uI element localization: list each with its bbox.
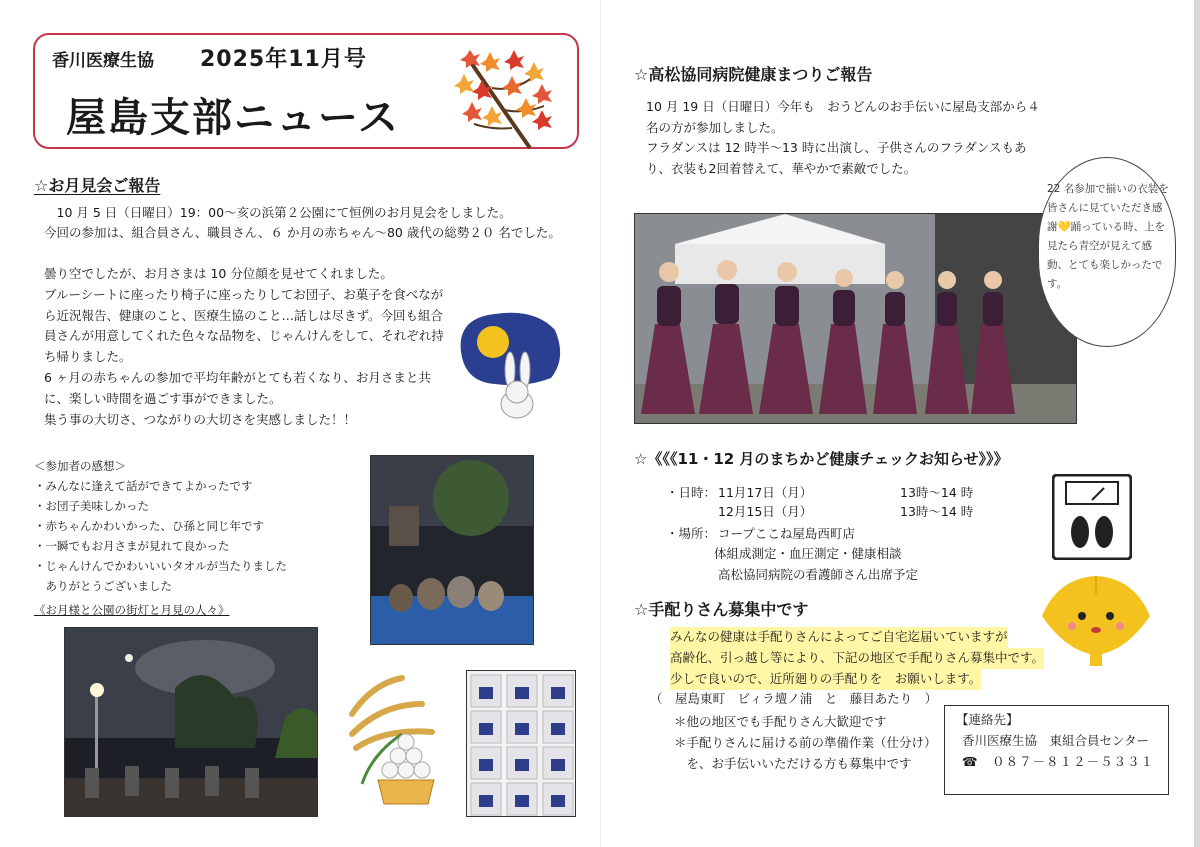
photo-hula-dance <box>634 213 1077 424</box>
masthead-title: 屋島支部ニュース <box>66 95 400 141</box>
impressions-heading: ＜参加者の感想＞ <box>34 459 126 473</box>
scale-icon <box>1052 474 1132 560</box>
check-heading: ☆《《《11・12 月のまちかど健康チェックお知らせ》》》 <box>634 450 1009 468</box>
masthead-org: 香川医療生協 <box>52 51 154 71</box>
contact-org: 香川医療生協 東組合員センター <box>962 733 1150 748</box>
moon-rabbit-illustration <box>455 308 565 420</box>
check-date-label: ・日時： <box>666 485 717 500</box>
check-time-2: 13時～14 時 <box>900 504 974 519</box>
masthead-issue: 2025年11月号 <box>200 47 367 72</box>
ginkgo-mascot-illustration <box>1038 572 1156 668</box>
tehai-note-2: ＊手配りさんに届ける前の準備作業（仕分け） <box>674 735 937 750</box>
photo-night-park <box>64 627 318 817</box>
check-place: コープここね屋島西町店 <box>718 526 855 541</box>
photo-caption: 《お月様と公園の街灯と月見の人々》 <box>34 603 230 617</box>
check-staff: 高松協同病院の看護師さん出席予定 <box>718 567 919 582</box>
tsukimi-p1: 10 月 5 日（日曜日）19：00～亥の浜第２公園にて恒例のお月見会をしました。 <box>44 205 512 220</box>
impression-2: ・お団子美味しかった <box>34 499 149 513</box>
check-date-2: 12月15日（月） <box>718 504 813 519</box>
photo-park-gathering <box>370 455 534 645</box>
check-place-label: ・場所： <box>666 526 717 541</box>
page-fold <box>600 0 601 847</box>
impression-3: ・赤ちゃんかわいかった、ひ孫と同じ年です <box>34 519 264 533</box>
check-content: 体組成測定・血圧測定・健康相談 <box>714 546 902 561</box>
photo-gift-towels <box>466 670 576 817</box>
balloon-text: 22 名参加で揃いの衣装を皆さんに見ていただき感謝💛踊っている時、上を見たら青空が見えて感動、とても楽しかったです。 <box>1047 183 1169 290</box>
tehai-note-3: を、お手伝いいただける方も募集中です <box>674 756 912 771</box>
impression-6: ありがとうございました <box>34 579 172 593</box>
impression-1: ・みんなに逢えて話ができてよかったです <box>34 479 253 493</box>
tsukimi-p2: 今回の参加は、組合員さん、職員さん、６ か月の赤ちゃん～80 歳代の総勢２０ 名でした。 <box>44 225 561 240</box>
tsukimi-heading: ☆お月見会ご報告 <box>34 176 161 195</box>
matsuri-p2: フラダンスは 12 時半～13 時に出演し、子供さんのフラダンスもあり、衣装も2回着替えて、華やかで素敵でした。 <box>646 140 1027 176</box>
impression-4: ・一瞬でもお月さまが見れて良かった <box>34 539 230 553</box>
tehai-line-1: みんなの健康は手配りさんによってご自宅迄届いていますが <box>670 627 1008 648</box>
scan-edge <box>1194 0 1200 847</box>
contact-heading: 【連絡先】 <box>956 712 1019 727</box>
impression-5: ・じゃんけんでかわいいいタオルが当たりました <box>34 559 287 573</box>
tehai-heading: ☆手配りさん募集中です <box>634 600 809 619</box>
matsuri-heading: ☆高松協同病院健康まつりご報告 <box>634 65 873 84</box>
susuki-dango-illustration <box>342 674 442 814</box>
matsuri-p1: 10 月 19 日（日曜日）今年も おうどんのお手伝いに屋島支部から４名の方が参加しました。 <box>646 99 1040 135</box>
tehai-area: （ 屋島東町 ビィラ壇ノ浦 と 藤目あたり ） <box>650 691 938 706</box>
tehai-note-1: ＊他の地区でも手配りさん大歓迎です <box>674 714 887 729</box>
maple-leaves-illustration <box>452 48 556 152</box>
check-time-1: 13時～14 時 <box>900 485 974 500</box>
tehai-line-2: 高齢化、引っ越し等により、下記の地区で手配りさん募集中です。 <box>670 648 1044 669</box>
tsukimi-p5: 6 ヶ月の赤ちゃんの参加で平均年齢がとても若くなり、お月さまと共に、楽しい時間を過ごす事ができました。 <box>44 370 431 406</box>
tehai-line-3: 少しで良いので、近所廻りの手配りを お願いします。 <box>670 669 981 690</box>
check-date-1: 11月17日（月） <box>718 485 813 500</box>
contact-tel: ☎ ０８７－８１２－５３３１ <box>962 754 1155 769</box>
tsukimi-p6: 集う事の大切さ、つながりの大切さを実感しました！！ <box>44 412 357 427</box>
tsukimi-p4: ブルーシートに座ったり椅子に座ったりしてお団子、お菓子を食べながら近況報告、健康のこと、医療生協のこと…話しは尽きず。今回も組合員さんが用意してくれた色々な品物を、じゃんけんをして、それぞれ持ち帰りました。 <box>44 287 444 364</box>
tsukimi-p3: 曇り空でしたが、お月さまは 10 分位顔を見せてくれました。 <box>44 266 393 281</box>
